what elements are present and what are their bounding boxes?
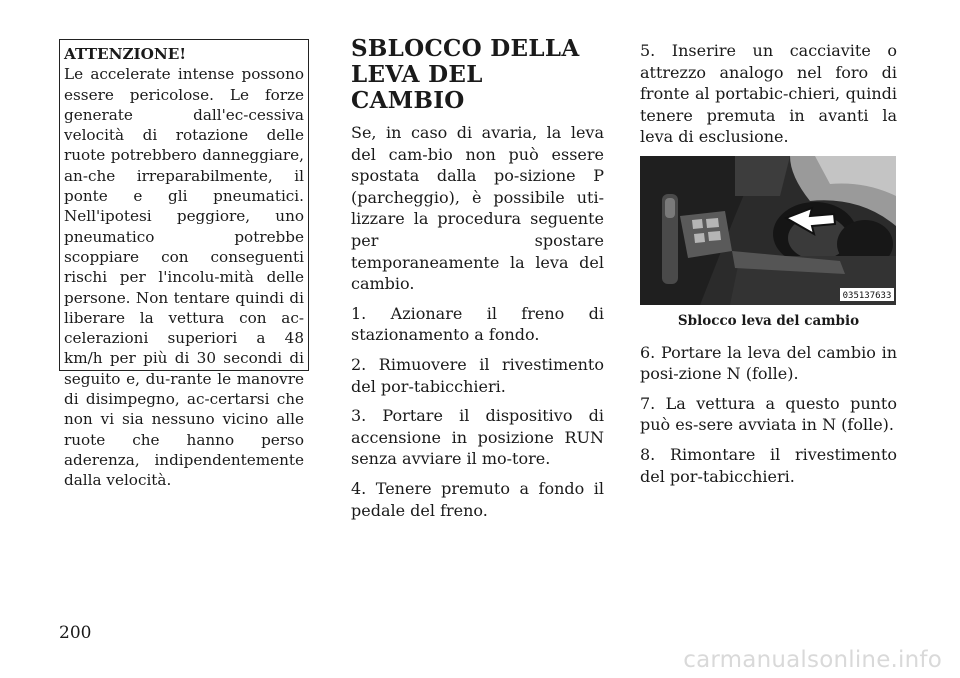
column-right (640, 40, 897, 495)
section-intro: Se, in caso di avaria, la leva del cam-bio non può essere spostata dalla po-sizione P (parcheggio), è possibile uti-lizzare la procedura seguente per spostare temporaneamente la leva del cambio. (351, 123, 604, 294)
page-number: 200 (59, 623, 92, 643)
step-6: 6. Portare la leva del cambio in posi-zione N (folle). (640, 342, 897, 384)
step-3: 3. Portare il dispositivo di accensione in posizione RUN senza avviare il mo-tore. (351, 406, 604, 469)
step-7: 7. La vettura a questo punto può es-sere avviata in N (folle). (640, 393, 897, 435)
step-2: 2. Rimuovere il rivestimento del por-tabicchieri. (351, 354, 604, 396)
gear-shift-photo (640, 156, 896, 305)
column-middle (351, 35, 604, 529)
step-4: 4. Tenere premuto a fondo il pedale del freno. (351, 478, 604, 520)
figure-code: 035137633 (842, 290, 892, 301)
step-1: 1. Azionare il freno di stazionamento a fondo. (351, 303, 604, 345)
watermark: carmanualsonline.info (683, 647, 942, 673)
section-title: SBLOCCO DELLA LEVA DEL CAMBIO (351, 35, 580, 114)
step-8: 8. Rimontare il rivestimento del por-tabicchieri. (640, 444, 897, 486)
figure-caption: Sblocco leva del cambio (677, 312, 860, 329)
warning-box (59, 39, 309, 490)
warning-body: Le accelerate intense possono essere pericolose. Le forze generate dall'ec-cessiva velocità di rotazione delle ruote potrebbero danneggiare, an-che irreparabilmente, il ponte e gli pneumatici. Nell'ipotesi peggiore, uno pneumatico potrebbe scoppiare con conseguenti rischi per l'incolu-mità delle persone. Non tentare quindi di liberare la vettura con ac-celerazioni superiori a 48 km/h per più di 30 secondi di seguito e, du-rante le manovre di disimpegno, ac-certarsi che non vi sia nessuno vicino alle ruote che hanno perso aderenza, indipendentemente dalla velocità. (64, 65, 304, 490)
warning-title: ATTENZIONE! (64, 45, 187, 63)
step-5: 5. Inserire un cacciavite o attrezzo analogo nel foro di fronte al portabic-chieri, quindi tenere premuta in avanti la leva di esclusione. (640, 41, 897, 147)
